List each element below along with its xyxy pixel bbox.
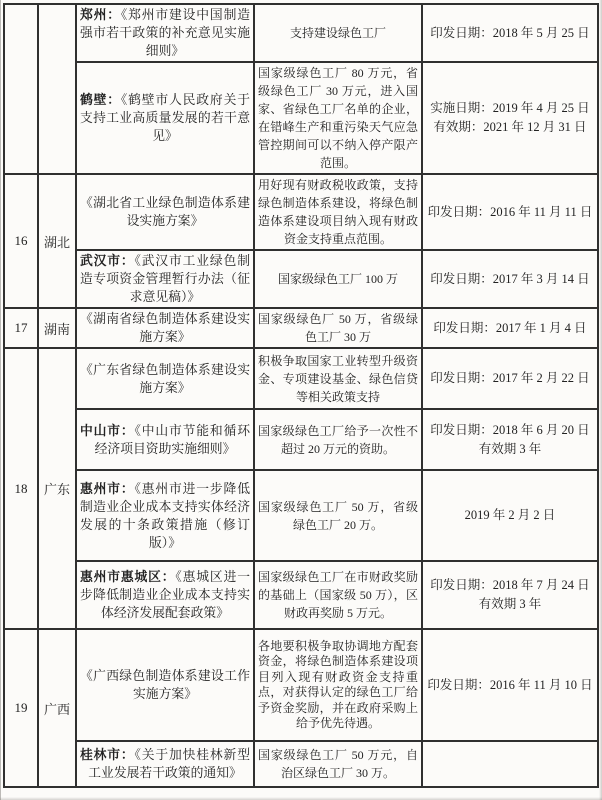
date-line-1: 印发日期：2018 年 5 月 25 日 (430, 25, 590, 40)
province-cell: 广西 (38, 629, 76, 787)
content-text: 国家级绿色工厂 50 万，省级绿色工厂 20 万。 (258, 499, 418, 532)
table-row (4, 174, 598, 250)
content-cell (254, 62, 422, 174)
row-number-cell (4, 4, 38, 174)
content-text: 国家级绿色工厂 50 万元，自治区绿色工厂 30 万。 (258, 748, 418, 780)
date-cell (422, 250, 598, 308)
policy-cell (76, 561, 254, 629)
policy-title: 《武汉市工业绿色制造专项资金管理暂行办法（征求意见稿）》 (80, 254, 250, 304)
policy-title: 《湖北省工业绿色制造体系建设实施方案》 (80, 196, 250, 228)
content-cell (254, 250, 422, 308)
province-cell: 湖南 (38, 308, 76, 348)
table-row (4, 629, 598, 741)
content-cell (254, 470, 422, 561)
city-name: 鹤壁： (80, 93, 121, 107)
table-row (4, 741, 598, 787)
province-cell: 广东 (38, 348, 76, 629)
policy-cell (76, 174, 254, 250)
city-name: 桂林市： (80, 748, 135, 762)
content-text: 国家级绿色工厂 80 万元，省级绿色工厂 30 万元，进入国家、省绿色工厂名单的企业，在错峰生产和重污染天气应急管控期间可以不纳入停产限产范围。 (258, 66, 418, 170)
date-line-1: 印发日期：2016 年 11 月 11 日 (427, 204, 593, 219)
policy-cell (76, 348, 254, 409)
content-cell (254, 308, 422, 348)
row-number-cell: 17 (4, 308, 38, 348)
city-name: 郑州： (80, 8, 121, 22)
table-row (4, 4, 598, 62)
date-cell (422, 561, 598, 629)
content-text: 国家级绿色工厂给予一次性不超过 20 万元的资助。 (258, 423, 418, 456)
date-cell (422, 4, 598, 62)
city-name: 中山市： (80, 423, 135, 438)
policy-cell (76, 741, 254, 787)
city-name: 惠州市： (80, 481, 135, 496)
content-text: 国家级绿色工厂在市财政奖励的基础上（国家级 50 万），区财政再奖励 5 万元。 (258, 570, 418, 620)
date-line-1: 印发日期：2018 年 7 月 24 日 (430, 578, 590, 592)
policy-cell (76, 409, 254, 470)
policy-cell (76, 308, 254, 348)
policy-title: 《中山市节能和循环经济项目资助实施细则》 (94, 423, 250, 456)
policy-title: 《郑州市建设中国制造强市若干政策的补充意见实施细则》 (80, 8, 250, 58)
content-cell (254, 741, 422, 787)
date-line-1: 印发日期：2017 年 2 月 22 日 (430, 371, 590, 385)
city-name: 武汉市： (80, 254, 135, 268)
policy-title: 《惠州市进一步降低制造业企业成本支持实体经济发展的十条政策措施（修订版）》 (80, 481, 250, 550)
content-cell (254, 174, 422, 250)
date-cell (422, 741, 598, 787)
policy-cell (76, 62, 254, 174)
policy-title: 《广西绿色制造体系建设工作实施方案》 (80, 669, 250, 701)
photo-edge-left (0, 0, 1, 800)
date-cell (422, 308, 598, 348)
table-row (4, 470, 598, 561)
row-number-cell: 18 (4, 348, 38, 629)
policy-title: 《关于加快桂林新型工业发展若干政策的通知》 (88, 748, 250, 780)
policy-title: 《湖南省绿色制造体系建设实施方案》 (80, 312, 250, 344)
date-line-1: 印发日期：2018 年 6 月 20 日 (430, 422, 590, 437)
content-cell (254, 561, 422, 629)
date-cell (422, 62, 598, 174)
table-row (4, 308, 598, 348)
policy-title: 《广东省绿色制造体系建设实施方案》 (80, 362, 250, 395)
date-cell (422, 470, 598, 561)
date-line-2: 有效期 3 年 (478, 441, 542, 456)
table-row (4, 409, 598, 470)
date-line-1: 印发日期：2017 年 3 月 14 日 (430, 271, 590, 286)
row-number-cell: 19 (4, 629, 38, 787)
province-cell (38, 4, 76, 174)
row-number-cell: 16 (4, 174, 38, 308)
table-row (4, 62, 598, 174)
content-text: 国家级绿色工厂 100 万 (277, 272, 398, 286)
policy-title: 《惠城区进一步降低制造业企业成本支持实体经济发展配套政策》 (80, 570, 250, 620)
policy-cell (76, 629, 254, 741)
content-cell (254, 409, 422, 470)
policy-cell (76, 4, 254, 62)
content-text: 积极争取国家工业转型升级资金、专项建设基金、绿色信贷等相关政策支持 (258, 353, 418, 404)
policy-cell (76, 470, 254, 561)
province-cell: 湖北 (38, 174, 76, 308)
content-text: 用好现有财政税收政策，支持绿色制造体系建设，将绿色制造体系建设项目纳入现有财政资金支持重点范围。 (258, 178, 418, 246)
policy-table (3, 3, 599, 788)
table-row (4, 561, 598, 629)
date-line-1: 印发日期：2017 年 1 月 4 日 (433, 320, 587, 335)
date-cell (422, 348, 598, 409)
date-cell (422, 409, 598, 470)
date-line-2: 有效期：2021 年 12 月 31 日 (433, 120, 587, 134)
date-cell (422, 629, 598, 741)
date-line-1: 印发日期：2016 年 11 月 10 日 (427, 677, 593, 692)
date-line-1: 2019 年 2 月 2 日 (464, 508, 556, 522)
date-cell (422, 174, 598, 250)
city-name: 惠州市惠城区： (80, 570, 176, 584)
policy-cell (76, 250, 254, 308)
content-text: 国家级绿色厂 50 万，省级绿色工厂 30 万 (258, 312, 418, 344)
table-row (4, 348, 598, 409)
content-cell (254, 629, 422, 741)
content-text: 支持建设绿色工厂 (289, 26, 386, 40)
content-cell (254, 4, 422, 62)
date-line-2: 有效期 3 年 (478, 597, 542, 611)
content-cell (254, 348, 422, 409)
policy-title: 《鹤壁市人民政府关于支持工业高质量发展的若干意见》 (80, 93, 250, 143)
table-row (4, 250, 598, 308)
content-text: 各地要积极争取协调地方配套资金，将绿色制造体系建设项目列入现有财政资金支持重点，对获得认定的绿色工厂给予资金奖励，并在政府采购上给予优先待遇。 (258, 638, 418, 730)
date-line-1: 实施日期：2019 年 4 月 25 日 (430, 101, 590, 115)
